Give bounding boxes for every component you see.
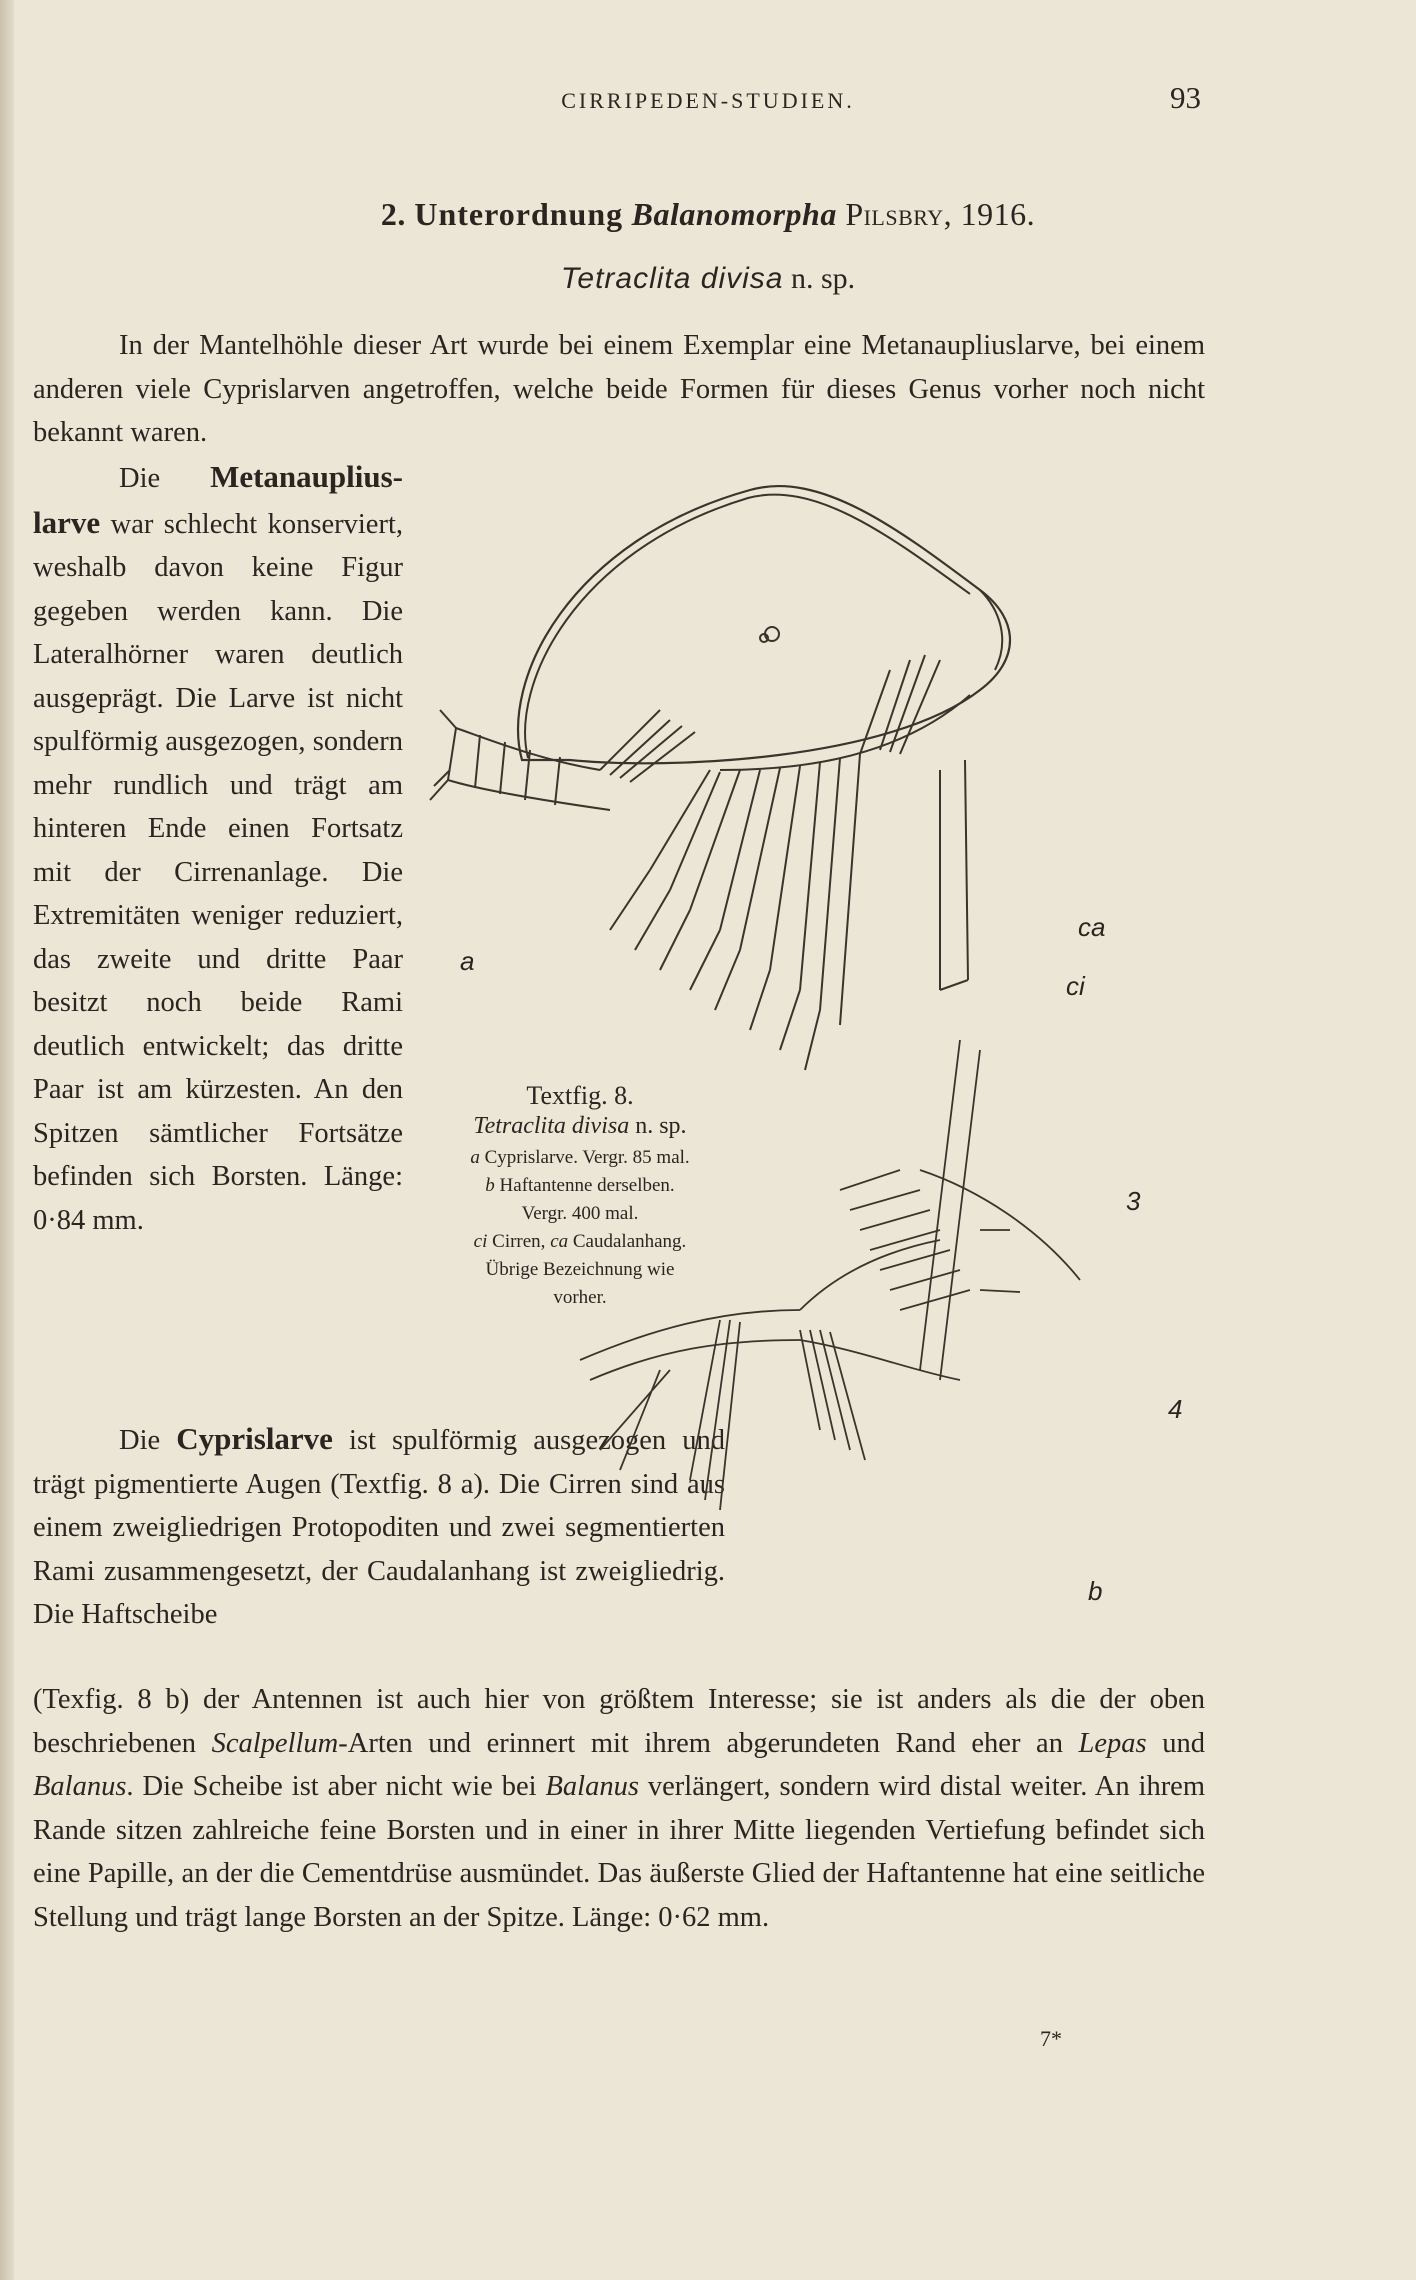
signature-mark: 7*: [1040, 2026, 1062, 2051]
section-number: 2.: [380, 196, 406, 232]
caption-title: Textfig. 8.: [526, 1081, 634, 1110]
paragraph-metanauplius: [33, 455, 403, 1242]
paragraph-cypris-text: ist spulförmig ausgezogen und trägt pigmentierte Augen (Textfig. 8 a). Die Cirren sind aus einem zweigliedrigen Protopoditen und zwei segmentierten Rami zusammengesetzt, der Caudalanhang ist zweigliedrig. Die Haftscheibe: [33, 1425, 725, 1630]
fig-label-a: a: [460, 946, 475, 976]
caption-line-ci: [420, 1228, 740, 1256]
fig-label-4: 4: [1168, 1394, 1183, 1424]
paragraph-intro-text: In der Mantelhöhle dieser Art wurde bei einem Exemplar eine Metanaupliuslarve, bei einem anderen viele Cyprislarven angetroffen, welche beide Formen für dieses Genus vorher noch nicht bekannt waren.: [33, 330, 1205, 448]
cypris-lead: Cyprislarve: [176, 1421, 333, 1456]
caption-line-rest1: Übrige Bezeichnung wie: [485, 1259, 675, 1280]
para4-part-c: und: [1146, 1727, 1205, 1759]
caption-line-a: [420, 1144, 740, 1172]
caption-ca-text: Caudalanhang.: [568, 1231, 687, 1252]
para4-part-e: verlängert, sondern wird distal weiter. An ihrem Rande sitzen zahlreiche feine Borsten und in einer in ihrer Mitte liegenden Vertiefung befindet sich eine Papille, an der die Cementdrüse ausmündet. Das äußerste Glied der Haftantenne hat eine seitliche Stellung und trägt lange Borsten an der Spitze. Länge: 0·62 mm.: [33, 1771, 1206, 1933]
fig-label-ci: ci: [1066, 971, 1085, 1001]
section-year: , 1916.: [943, 196, 1036, 232]
paragraph-cypris-pre: Die: [119, 1425, 177, 1456]
caption-a-letter: a: [470, 1147, 480, 1168]
fig-label-b: b: [1088, 1576, 1103, 1606]
paragraph-metanauplius-text: war schlecht konserviert, weshalb davon keine Figur gegeben werden kann. Die Lateralhörner waren deutlich ausgeprägt. Die Larve ist nicht spulförmig ausgezogen, sondern mehr rundlich und trägt am hinteren Ende einen Fortsatz mit der Cirrenanlage. Die Extremitäten weniger reduziert, das zweite und dritte Paar besitzt noch beide Rami deutlich entwickelt; das dritte Paar ist am kürzesten. An den Spitzen sämtlicher Fortsätze befinden sich Borsten. Länge: 0·84 mm.: [33, 508, 403, 1236]
figure-caption: [420, 1082, 740, 1312]
page-number: 93: [1170, 80, 1201, 115]
section-genus: Balanomorpha: [631, 196, 837, 232]
species-suffix: n. sp.: [783, 262, 856, 295]
page-edge: [0, 0, 14, 2280]
figure-drawings: [420, 470, 1220, 1640]
running-title: CIRRIPEDEN-STUDIEN.: [561, 88, 855, 113]
caption-a-text: Cyprislarve. Vergr. 85 mal.: [479, 1147, 690, 1168]
caption-ca-letter: ca: [550, 1231, 569, 1252]
genus-balanus: Balanus: [33, 1771, 127, 1802]
species-name: Tetraclita divisa: [560, 262, 784, 295]
genus-scalpellum: Scalpellum: [211, 1727, 339, 1759]
cypris-larva-drawing: [430, 486, 1010, 1070]
paragraph-haftscheibe: [33, 1678, 1205, 1939]
fig-label-3: 3: [1126, 1186, 1141, 1216]
section-word: Unterordnung: [414, 196, 624, 232]
section-author: Pilsbry: [845, 196, 944, 232]
caption-species: [420, 1112, 740, 1140]
caption-line-b: [420, 1172, 740, 1200]
para4-part-d: . Die Scheibe ist aber nicht wie bei: [126, 1771, 546, 1802]
caption-b-letter: b: [485, 1175, 495, 1196]
caption-ci-letter: ci: [473, 1231, 488, 1252]
para4-part-b: -Arten und erinnert mit ihrem abgerundeten Rand eher an: [338, 1727, 1079, 1759]
para4-part-a: (Texfig. 8 b) der Antennen ist auch hier von größtem Interesse; sie ist anders als die der oben beschriebenen: [33, 1684, 1205, 1759]
paragraph-metanauplius-pre: Die: [119, 463, 211, 494]
caption-ci-text: Cirren,: [487, 1231, 551, 1252]
section-heading: [0, 196, 1416, 233]
page-header: [0, 80, 1416, 124]
caption-line-b2: Vergr. 400 mal.: [521, 1203, 639, 1224]
caption-b-text: Haftantenne derselben.: [494, 1175, 675, 1196]
caption-species-name: Tetraclita divisa: [473, 1113, 630, 1139]
fig-label-ca: ca: [1078, 912, 1106, 942]
genus-lepas: Lepas: [1078, 1727, 1147, 1759]
text-figure-8: [420, 470, 1220, 1640]
caption-line-rest2: vorher.: [553, 1287, 607, 1308]
paragraph-intro: [33, 324, 1205, 455]
genus-balanus-2: Balanus: [545, 1771, 639, 1802]
metanauplius-lead: Metanaupliuslarve: [33, 459, 403, 540]
species-heading: [0, 262, 1416, 296]
caption-species-suffix: n. sp.: [629, 1113, 687, 1139]
